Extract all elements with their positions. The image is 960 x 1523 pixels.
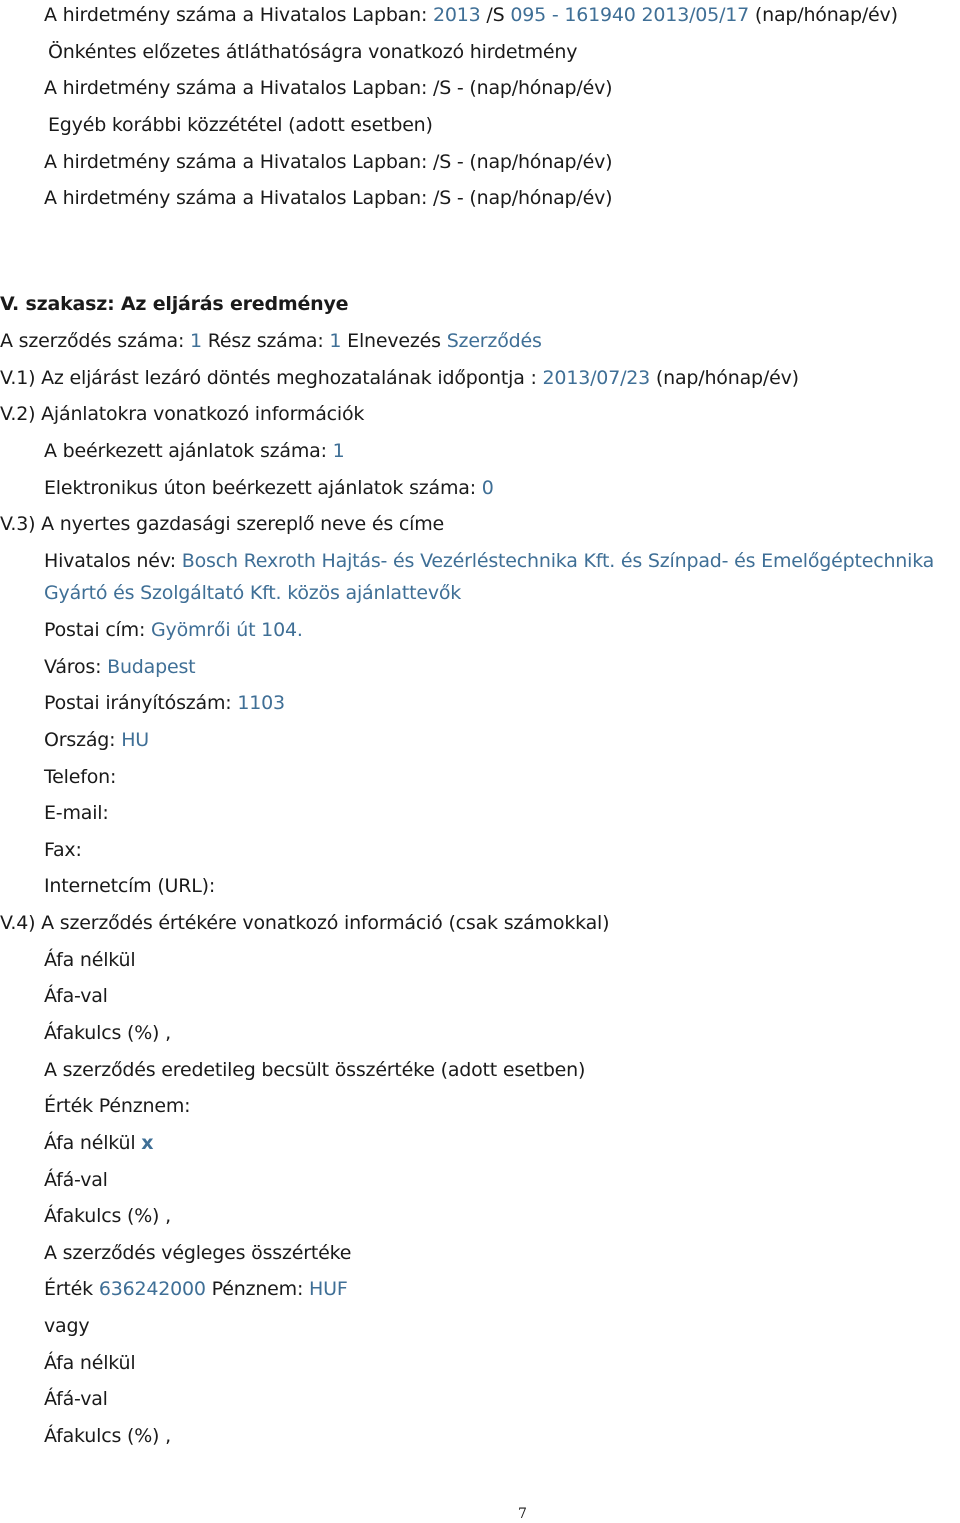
or-label: vagy <box>44 1315 90 1337</box>
estimated-value-currency: Érték Pénznem: <box>44 1095 191 1117</box>
final-vat-rate: Áfakulcs (%) , <box>44 1425 171 1447</box>
notice-sep: /S <box>480 4 511 26</box>
winner-heading: V.3) A nyertes gazdasági szereplő neve és címe <box>0 513 445 535</box>
value-row-vat-rate: Áfakulcs (%) , <box>44 1022 171 1044</box>
offers-received-label: A beérkezett ajánlatok száma: <box>44 440 333 462</box>
postal-address-line <box>44 618 303 642</box>
contract-name-label: Elnevezés <box>341 330 447 352</box>
decision-date-format: (nap/hónap/év) <box>650 367 799 389</box>
value-row-net: Áfa nélkül <box>44 949 136 971</box>
notice-date: 2013/05/17 <box>641 4 750 26</box>
part-number-label: Rész száma: <box>201 330 330 352</box>
decision-date: 2013/07/23 <box>542 367 651 389</box>
city-value: Budapest <box>107 656 196 678</box>
final-net: Áfa nélkül <box>44 1352 136 1374</box>
contract-name: Szerződés <box>446 330 542 352</box>
contract-value-heading: V.4) A szerződés értékére vonatkozó információ (csak számokkal) <box>0 912 610 934</box>
final-value-label: Érték <box>44 1278 99 1300</box>
postal-address-label: Postai cím: <box>44 619 151 641</box>
other-publication-heading: Egyéb korábbi közzététel (adott esetben) <box>48 114 433 136</box>
final-currency-value: HUF <box>309 1278 348 1300</box>
offers-electronic-value: 0 <box>481 477 494 499</box>
voluntary-notice-number: A hirdetmény száma a Hivatalos Lapban: /S - (nap/hónap/év) <box>44 77 613 99</box>
postal-address-value: Gyömrői út 104. <box>151 619 303 641</box>
contract-number: 1 <box>190 330 202 352</box>
notice-dash: - <box>546 4 565 26</box>
winner-name-line <box>44 549 934 573</box>
contract-line <box>0 329 542 353</box>
notice-number-label: A hirdetmény száma a Hivatalos Lapban: <box>44 4 434 26</box>
estimated-total-heading: A szerződés eredetileg becsült összértéke (adott esetben) <box>44 1059 586 1081</box>
notice-year: 2013 <box>433 4 481 26</box>
country-line <box>44 728 149 752</box>
winner-name-label: Hivatalos név: <box>44 550 182 572</box>
fax-label: Fax: <box>44 839 82 861</box>
postal-code-value: 1103 <box>237 692 285 714</box>
notice-number-line <box>44 3 898 27</box>
contract-number-label: A szerződés száma: <box>0 330 191 352</box>
decision-date-line <box>0 366 799 390</box>
url-label: Internetcím (URL): <box>44 875 216 897</box>
offers-electronic-line <box>44 476 494 500</box>
notice-num1: 095 <box>510 4 546 26</box>
country-value: HU <box>121 729 149 751</box>
estimated-net-mark: x <box>141 1132 154 1154</box>
offers-received-line <box>44 439 345 463</box>
city-line <box>44 655 195 679</box>
winner-name-part1: Bosch Rexroth Hajtás- és Vezérléstechnika Kft. és Színpad- és Emelőgéptechnika <box>181 550 935 572</box>
phone-label: Telefon: <box>44 766 117 788</box>
postal-code-label: Postai irányítószám: <box>44 692 238 714</box>
offers-received-value: 1 <box>332 440 345 462</box>
offers-electronic-label: Elektronikus úton beérkezett ajánlatok száma: <box>44 477 482 499</box>
city-label: Város: <box>44 656 108 678</box>
other-publication-number-2: A hirdetmény száma a Hivatalos Lapban: /S - (nap/hónap/év) <box>44 187 613 209</box>
postal-code-line <box>44 691 285 715</box>
page-number: 7 <box>518 1506 527 1522</box>
winner-name-part2: Gyártó és Szolgáltató Kft. közös ajánlattevők <box>44 582 462 604</box>
decision-date-label: V.1) Az eljárást lezáró döntés meghozatalának időpontja : <box>0 367 543 389</box>
estimated-net-label: Áfa nélkül <box>44 1132 142 1154</box>
estimated-gross: Áfá-val <box>44 1169 108 1191</box>
other-publication-number-1: A hirdetmény száma a Hivatalos Lapban: /S - (nap/hónap/év) <box>44 151 613 173</box>
estimated-vat-rate: Áfakulcs (%) , <box>44 1205 171 1227</box>
email-label: E-mail: <box>44 802 109 824</box>
voluntary-notice-heading: Önkéntes előzetes átláthatóságra vonatkozó hirdetmény <box>48 41 578 63</box>
section-title: V. szakasz: Az eljárás eredménye <box>0 293 349 315</box>
final-total-heading: A szerződés végleges összértéke <box>44 1242 352 1264</box>
final-value-amount: 636242000 <box>98 1278 206 1300</box>
notice-num2: 161940 <box>564 4 636 26</box>
part-number: 1 <box>329 330 342 352</box>
final-currency-label: Pénznem: <box>205 1278 310 1300</box>
value-row-gross: Áfa-val <box>44 985 108 1007</box>
final-value-line <box>44 1277 348 1301</box>
notice-date-format: (nap/hónap/év) <box>749 4 898 26</box>
country-label: Ország: <box>44 729 122 751</box>
offers-heading: V.2) Ajánlatokra vonatkozó információk <box>0 403 365 425</box>
estimated-net-line <box>44 1131 153 1155</box>
final-gross: Áfá-val <box>44 1388 108 1410</box>
